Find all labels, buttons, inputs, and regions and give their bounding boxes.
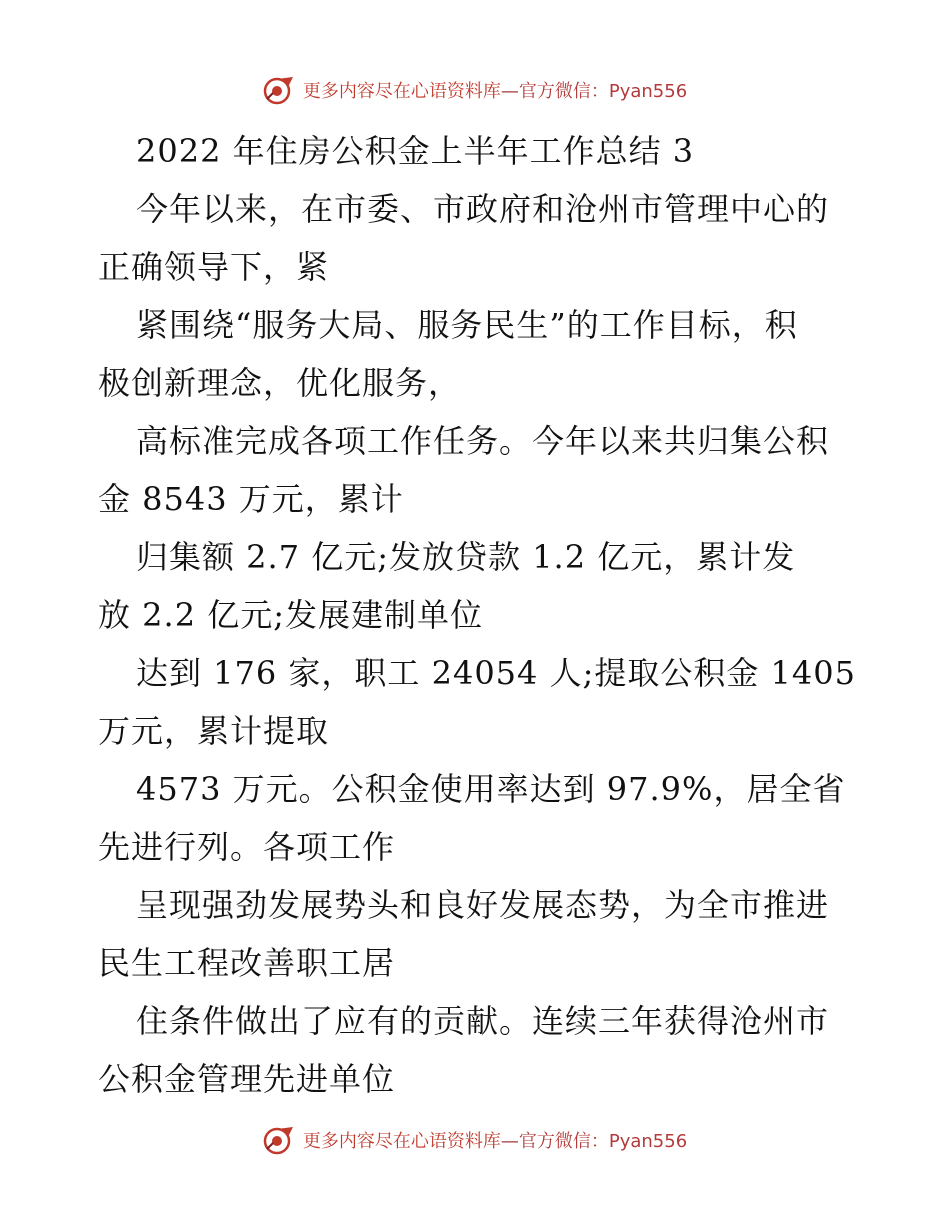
paragraph-line: 万元，累计提取 (98, 712, 330, 750)
header-banner (0, 72, 950, 108)
header-separator: — (500, 81, 519, 102)
paragraph-line: 正确领导下，紧 (98, 248, 330, 286)
paragraph-line: 民生工程改善职工居 (98, 944, 396, 982)
paragraph-line: 极创新理念，优化服务， (98, 364, 462, 402)
paragraph-line: 放 2.2 亿元;发展建制单位 (98, 596, 484, 634)
document-title: 2022 年住房公积金上半年工作总结 3 (136, 132, 695, 170)
footer-banner-text (303, 1127, 687, 1153)
paragraph-line: 呈现强劲发展势头和良好发展态势，为全市推进 (136, 886, 830, 924)
paragraph-line: 住条件做出了应有的贡献。连续三年获得沧州市 (136, 1002, 830, 1040)
brand-logo-icon (263, 1125, 297, 1155)
paragraph-line: 高标准完成各项工作任务。今年以来共归集公积 (136, 422, 830, 460)
header-banner-text (303, 77, 687, 103)
paragraph-line: 公积金管理先进单位 (98, 1060, 396, 1098)
paragraph-line: 达到 176 家，职工 24054 人;提取公积金 1405 (136, 654, 856, 692)
paragraph-line: 先进行列。各项工作 (98, 828, 396, 866)
footer-banner (0, 1122, 950, 1158)
header-contact-text: 官方微信：Pyan556 (518, 81, 688, 102)
paragraph-line: 4573 万元。公积金使用率达到 97.9%，居全省 (136, 770, 846, 808)
paragraph-line: 归集额 2.7 亿元;发放贷款 1.2 亿元，累计发 (136, 538, 796, 576)
paragraph-line: 今年以来，在市委、市政府和沧州市管理中心的 (136, 190, 830, 228)
footer-contact-text: 官方微信：Pyan556 (518, 1131, 688, 1152)
brand-logo-icon (263, 75, 297, 105)
header-brand-text: 更多内容尽在心语资料库 (302, 81, 501, 102)
document-body (98, 122, 858, 1108)
paragraph-line: 紧围绕“服务大局、服务民生”的工作目标，积 (136, 306, 798, 344)
footer-brand-text: 更多内容尽在心语资料库 (302, 1131, 501, 1152)
footer-separator: — (500, 1131, 519, 1152)
paragraph-line: 金 8543 万元，累计 (98, 480, 404, 518)
